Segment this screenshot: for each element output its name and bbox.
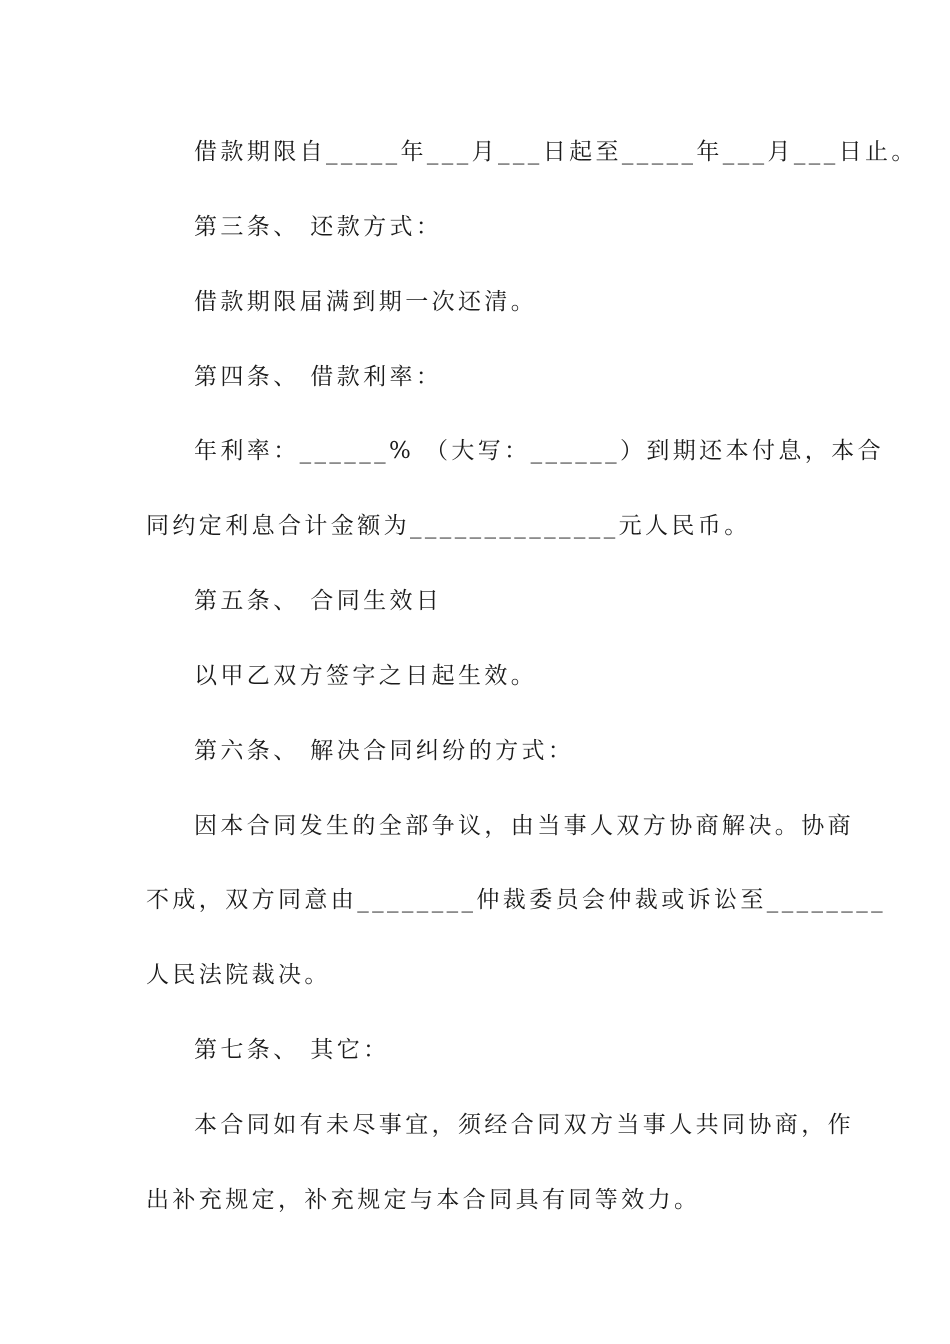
article-6-heading: 第六条、 解决合同纠纷的方式：: [194, 738, 575, 764]
other-terms-line-1: 本合同如有未尽事宜，须经合同双方当事人共同协商，作: [194, 1112, 854, 1138]
article-4-heading: 第四条、 借款利率：: [194, 364, 443, 390]
repayment-method-text: 借款期限届满到期一次还清。: [194, 289, 538, 315]
article-7-heading: 第七条、 其它：: [194, 1037, 390, 1063]
effective-date-text: 以甲乙双方签字之日起生效。: [194, 663, 538, 689]
loan-term-line: 借款期限自_____年___月___日起至_____年___月___日止。: [194, 139, 918, 165]
dispute-line-2: 不成，双方同意由________仲裁委员会仲裁或诉讼至________: [146, 887, 886, 913]
interest-rate-line-1: 年利率：______% （大写：______）到期还本付息，本合: [194, 438, 884, 464]
other-terms-line-2: 出补充规定，补充规定与本合同具有同等效力。: [146, 1187, 701, 1213]
dispute-line-1: 因本合同发生的全部争议，由当事人双方协商解决。协商: [194, 813, 854, 839]
dispute-line-3: 人民法院裁决。: [146, 962, 331, 988]
article-3-heading: 第三条、 还款方式：: [194, 214, 443, 240]
article-5-heading: 第五条、 合同生效日: [194, 588, 443, 614]
interest-rate-line-2: 同约定利息合计金额为______________元人民币。: [146, 513, 751, 539]
